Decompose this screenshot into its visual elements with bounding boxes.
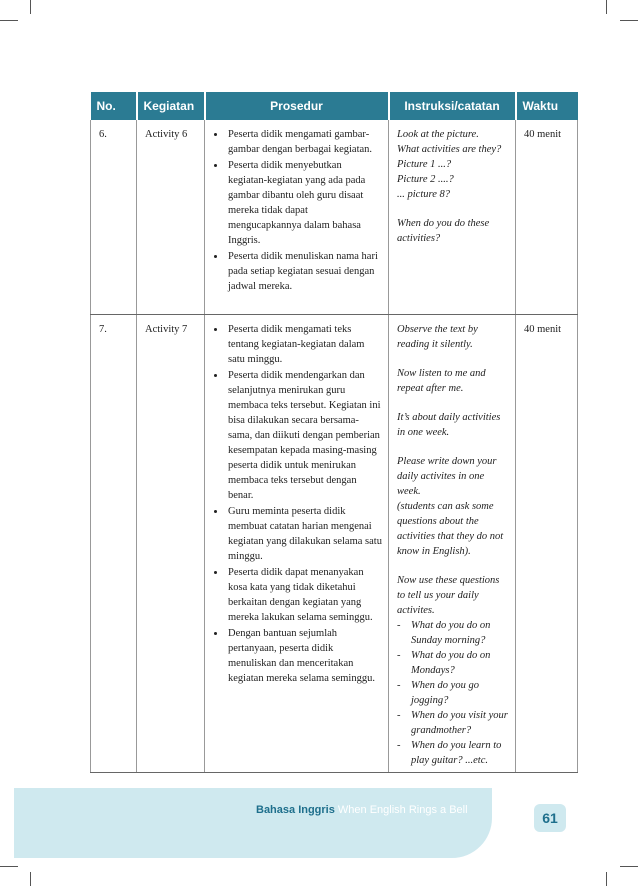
table-row <box>91 120 578 315</box>
procedure-item: • Peserta didik mengamati gambar-gambar dengan berbagai kegiatan. <box>226 127 382 157</box>
procedure-list <box>213 322 382 686</box>
instruction-paragraph: It’s about daily activities in one week. <box>397 412 501 438</box>
procedure-item: • Peserta didik mengamati teks tentang kegiatan-kegiatan dalam satu minggu. <box>226 322 382 367</box>
instruction-line: Picture 2 ....? <box>397 174 454 185</box>
crop-mark <box>606 0 607 14</box>
header-prosedur: Prosedur <box>205 92 389 120</box>
procedure-item: • Guru meminta peserta didik membuat catatan harian mengenai kegiatan yang dilakukan selama satu minggu. <box>226 504 382 564</box>
row-activity: Activity 7 <box>137 315 205 773</box>
instruction-line: When do you do these activities? <box>397 218 490 244</box>
crop-mark <box>30 0 31 14</box>
header-waktu: Waktu <box>516 92 578 120</box>
row-time: 40 menit <box>516 315 578 773</box>
row-instructions <box>389 120 516 315</box>
row-number: 7. <box>91 315 137 773</box>
table-header-row <box>91 92 578 120</box>
crop-mark <box>620 866 638 867</box>
crop-mark <box>606 872 607 886</box>
question-item: - When do you learn to play guitar? ...etc. <box>397 738 509 768</box>
footer-subtitle: When English Rings a Bell <box>337 804 468 816</box>
instruction-paragraph: Observe the text by reading it silently. <box>397 324 478 350</box>
table-row <box>91 315 578 773</box>
crop-mark <box>620 20 638 21</box>
footer-text <box>256 804 468 816</box>
crop-mark <box>0 20 18 21</box>
header-no: No. <box>91 92 137 120</box>
row-procedure <box>205 120 389 315</box>
footer-band <box>14 788 492 858</box>
header-kegiatan: Kegiatan <box>137 92 205 120</box>
procedure-item: • Dengan bantuan sejumlah pertanyaan, peserta didik menuliskan dan menceritakan kegiatan mereka selama seminggu. <box>226 626 382 686</box>
instruction-line: ... picture 8? <box>397 189 450 200</box>
procedure-item: • Peserta didik menuliskan nama hari pada setiap kegiatan sesuai dengan jadwal mereka. <box>226 249 382 294</box>
instruction-line: What activities are they? <box>397 144 502 155</box>
crop-mark <box>30 872 31 886</box>
instruction-paragraph: (students can ask some questions about the activities that they do not know in English). <box>397 501 504 557</box>
lesson-table <box>90 92 578 773</box>
instruction-paragraph: Please write down your daily activites in one week. <box>397 456 497 497</box>
lesson-table-container <box>90 92 577 773</box>
row-number: 6. <box>91 120 137 315</box>
instruction-line: Picture 1 ...? <box>397 159 452 170</box>
footer-book-title: Bahasa Inggris <box>256 804 335 816</box>
procedure-list <box>213 127 382 294</box>
row-procedure <box>205 315 389 773</box>
instruction-paragraph: Now use these questions to tell us your daily activites. <box>397 575 500 616</box>
header-instruksi: Instruksi/catatan <box>389 92 516 120</box>
row-activity: Activity 6 <box>137 120 205 315</box>
question-item: - What do you do on Mondays? <box>397 648 509 678</box>
procedure-item: • Peserta didik menyebutkan kegiatan-kegiatan yang ada pada gambar dibantu oleh guru disaat mereka tidak dapat mengucapkannya dalam bahasa Inggris. <box>226 158 382 248</box>
question-item: - What do you do on Sunday morning? <box>397 618 509 648</box>
page-number: 61 <box>534 804 566 832</box>
crop-mark <box>0 866 18 867</box>
instruction-paragraph: Now listen to me and repeat after me. <box>397 368 486 394</box>
question-item: - When do you go jogging? <box>397 678 509 708</box>
procedure-item: • Peserta didik dapat menanyakan kosa kata yang tidak diketahui berkaitan dengan kegiatan yang mereka lakukan selama seminggu. <box>226 565 382 625</box>
question-list <box>397 618 509 768</box>
row-instructions <box>389 315 516 773</box>
question-item: - When do you visit your grandmother? <box>397 708 509 738</box>
procedure-item: • Peserta didik mendengarkan dan selanjutnya menirukan guru membaca teks tersebut. Kegiatan ini bisa dilakukan secara bersama-sama, dan diikuti dengan pemberian kesempatan kepada masing-masing peserta didik untuk menirukan membaca teks tersebut dengan benar. <box>226 368 382 503</box>
instruction-line: Look at the picture. <box>397 129 479 140</box>
row-time: 40 menit <box>516 120 578 315</box>
